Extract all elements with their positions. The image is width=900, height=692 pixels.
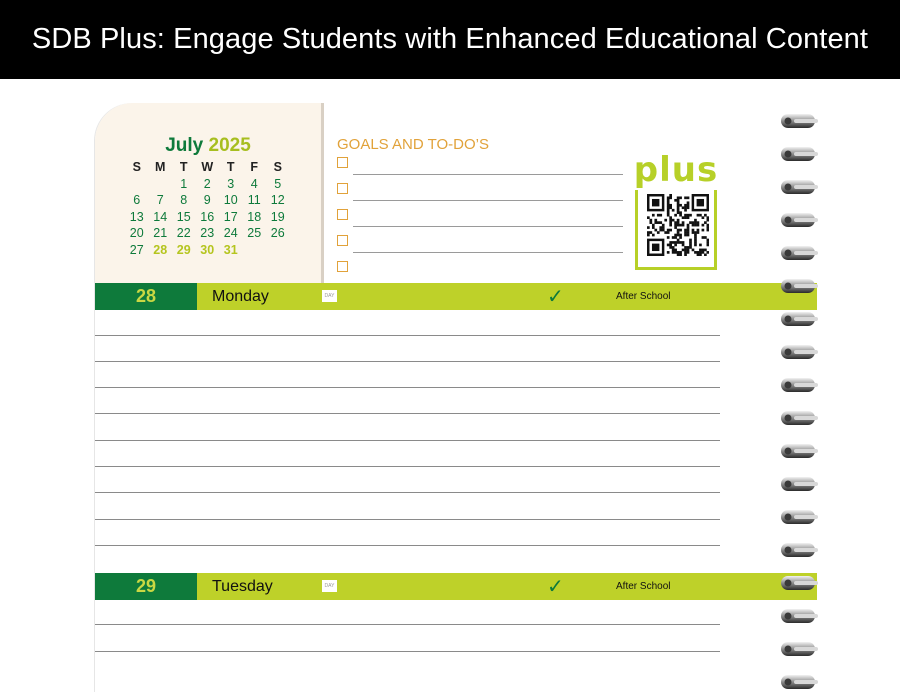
planner-page	[95, 103, 817, 692]
calendar-month: July	[165, 135, 204, 156]
weekday-header: S	[132, 160, 141, 174]
calendar-day: 23	[200, 226, 215, 241]
binding-coil	[780, 574, 818, 592]
binding-coil	[780, 244, 818, 262]
day-bar-monday	[95, 283, 817, 310]
binding-coil	[780, 343, 818, 361]
calendar-day: 8	[180, 193, 188, 208]
calendar-day: 18	[247, 209, 262, 224]
calendar-day: 19	[270, 209, 285, 224]
writing-line	[95, 651, 720, 652]
day-tag: DAY	[322, 290, 337, 302]
calendar-title	[95, 135, 321, 157]
calendar-day: 28	[153, 242, 168, 257]
calendar-weekday-row	[125, 160, 290, 177]
binding-coil	[780, 277, 818, 295]
calendar-day: 3	[227, 176, 235, 191]
binding-coil	[780, 508, 818, 526]
calendar-grid	[125, 160, 290, 260]
calendar-day: 16	[200, 209, 215, 224]
binding-coil	[780, 145, 818, 163]
binding-coil	[780, 607, 818, 625]
binding-coil	[780, 376, 818, 394]
qr-code[interactable]	[647, 194, 709, 256]
calendar-day: 6	[133, 193, 141, 208]
calendar-day: 1	[180, 176, 188, 191]
goal-checkbox[interactable]	[337, 261, 348, 272]
weekday-header: F	[250, 160, 259, 174]
binding-coil	[780, 211, 818, 229]
day-number: 28	[95, 283, 197, 310]
weekday-header: T	[179, 160, 188, 174]
goal-checkbox[interactable]	[337, 157, 348, 168]
goals-title: GOALS AND TO-DO’S	[337, 136, 489, 153]
binding-coil	[780, 112, 818, 130]
calendar-week-row	[125, 243, 290, 260]
weekday-header: M	[155, 160, 166, 174]
calendar-day: 5	[274, 176, 282, 191]
day-name: Monday	[212, 288, 269, 305]
calendar-week-row	[125, 210, 290, 227]
calendar-day: 24	[223, 226, 238, 241]
plus-logo	[633, 150, 719, 273]
calendar-day: 31	[223, 242, 238, 257]
after-school-label: After School	[616, 581, 671, 592]
calendar-day	[125, 177, 149, 194]
calendar-day: 9	[203, 193, 211, 208]
writing-line	[95, 545, 720, 546]
qr-code-frame	[635, 190, 717, 270]
banner-title: SDB Plus: Engage Students with Enhanced Educational Content	[0, 0, 900, 79]
calendar-day: 26	[270, 226, 285, 241]
checkmark-icon: ✓	[547, 284, 564, 308]
calendar-day: 17	[223, 209, 238, 224]
day-name: Tuesday	[212, 578, 273, 595]
calendar-day: 20	[129, 226, 144, 241]
calendar-day: 25	[247, 226, 262, 241]
binding-coil	[780, 475, 818, 493]
spiral-binding	[780, 112, 820, 692]
goal-line	[353, 252, 623, 253]
weekday-header: W	[201, 160, 214, 174]
writing-line	[95, 387, 720, 388]
calendar-day	[243, 243, 267, 260]
weekday-header: T	[226, 160, 235, 174]
calendar-week-row	[125, 193, 290, 210]
calendar-day	[149, 177, 173, 194]
calendar-day: 15	[176, 209, 191, 224]
binding-coil	[780, 541, 818, 559]
calendar-week-row	[125, 226, 290, 243]
goal-line	[353, 200, 623, 201]
binding-coil	[780, 673, 818, 691]
plus-logo-text: plus	[633, 150, 719, 190]
writing-line	[95, 361, 720, 362]
goal-line	[353, 174, 623, 175]
calendar-day: 7	[156, 193, 164, 208]
calendar-day: 22	[176, 226, 191, 241]
checkmark-icon: ✓	[547, 574, 564, 598]
binding-coil	[780, 409, 818, 427]
goal-item[interactable]	[337, 207, 623, 227]
calendar-day: 14	[153, 209, 168, 224]
goal-checkbox[interactable]	[337, 235, 348, 246]
goal-checkbox[interactable]	[337, 209, 348, 220]
goal-item[interactable]	[337, 181, 623, 201]
day-number: 29	[95, 573, 197, 600]
calendar-day: 13	[129, 209, 144, 224]
mini-calendar	[95, 103, 324, 283]
writing-line	[95, 335, 720, 336]
after-school-label: After School	[616, 291, 671, 302]
weekday-header: S	[273, 160, 282, 174]
writing-line	[95, 413, 720, 414]
binding-coil	[780, 310, 818, 328]
calendar-day: 30	[200, 242, 215, 257]
calendar-day: 10	[223, 193, 238, 208]
calendar-day: 2	[203, 176, 211, 191]
writing-line	[95, 519, 720, 520]
goal-item[interactable]	[337, 155, 623, 175]
binding-coil	[780, 178, 818, 196]
calendar-day	[266, 243, 290, 260]
calendar-day: 29	[176, 242, 191, 257]
writing-line	[95, 624, 720, 625]
goal-item[interactable]	[337, 233, 623, 253]
goal-line	[353, 226, 623, 227]
calendar-day: 27	[129, 242, 144, 257]
calendar-day: 12	[270, 193, 285, 208]
goal-checkbox[interactable]	[337, 183, 348, 194]
writing-line	[95, 440, 720, 441]
calendar-day: 21	[153, 226, 168, 241]
writing-line	[95, 492, 720, 493]
binding-coil	[780, 640, 818, 658]
day-bar-tuesday	[95, 573, 817, 600]
calendar-year: 2025	[208, 135, 251, 156]
calendar-week-row	[125, 177, 290, 194]
binding-coil	[780, 442, 818, 460]
goal-item[interactable]	[337, 259, 517, 279]
day-tag: DAY	[322, 580, 337, 592]
calendar-day: 4	[250, 176, 258, 191]
writing-line	[95, 466, 720, 467]
calendar-day: 11	[247, 193, 261, 208]
